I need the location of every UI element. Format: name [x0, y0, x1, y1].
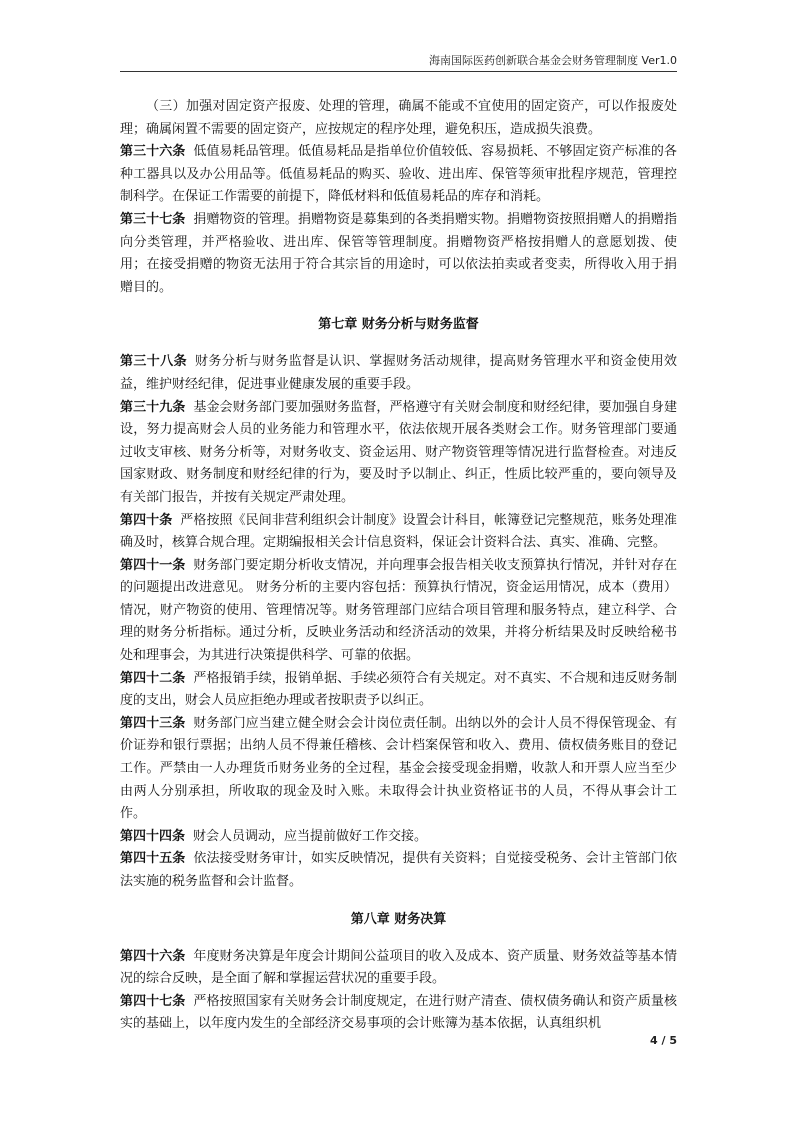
article-paragraph: [120, 826, 677, 849]
page-header: [120, 54, 677, 72]
article-paragraph: [120, 96, 677, 141]
article-paragraph: [120, 397, 677, 510]
article-number: 第四十四条: [120, 828, 186, 844]
article-text: 财务部门要定期分析收支情况，并向理事会报告相关收支预算执行情况，并针对存在的问题提出改进意见。 财务分析的主要内容包括：预算执行情况，资金运用情况，成本（费用）情况，财产物资的使用、管理情况等。财务管理部门应结合项目管理和服务特点，建立科学、合理的财务分析指标。通过分析，反映业务活动和经济活动的效果，并将分析结果及时反映给秘书处和理事会，为其进行决策提供科学、可靠的依据。: [120, 557, 677, 664]
article-paragraph: [120, 351, 677, 396]
article-text: 基金会财务部门要加强财务监督，严格遵守有关财会制度和财经纪律，要加强自身建设，努力提高财会人员的业务能力和管理水平，依法依规开展各类财会工作。财务管理部门要通过收支审核、财务分析等，对财务收支、资金运用、财产物资管理等情况进行监督检查。对违反国家财政、财务制度和财经纪律的行为，要及时予以制止、纠正，性质比较严重的，要向领导及有关部门报告，并按有关规定严肃处理。: [120, 399, 677, 505]
article-number: 第四十六条: [120, 948, 186, 964]
article-paragraph: [120, 848, 677, 893]
article-number: 第四十条: [120, 512, 173, 528]
article-text: （三）加强对固定资产报废、处理的管理，确属不能或不宜使用的固定资产，可以作报废处理；确属闲置不需要的固定资产，应按规定的程序处理，避免积压，造成损失浪费。: [120, 99, 677, 137]
article-text: 财务部门应当建立健全财会会计岗位责任制。出纳以外的会计人员不得保管现金、有价证券和银行票据；出纳人员不得兼任稽核、会计档案保管和收入、费用、债权债务账目的登记工作。严禁由一人办理货币财务业务的全过程，基金会接受现金捐赠，收款人和开票人应当至少由两人分别承担，所收取的现金及时入账。未取得会计执业资格证书的人员，不得从事会计工作。: [120, 715, 677, 822]
article-paragraph: [120, 946, 677, 991]
page-number: 4 / 5: [650, 1034, 677, 1047]
article-paragraph: [120, 510, 677, 555]
article-text: 严格按照国家有关财务会计制度规定，在进行财产清查、债权债务确认和资产质量核实的基础上，以年度内发生的全部经济交易事项的会计账簿为基本依据，认真组织机: [120, 993, 677, 1032]
article-text: 低值易耗品管理。低值易耗品是指单位价值较低、容易损耗、不够固定资产标准的各种工器具以及办公用品等。低值易耗品的购买、验收、进出库、保管等须审批程序规范，管理控制科学。在保证工作需要的前提下，降低材料和低值易耗品的库存和消耗。: [120, 144, 677, 205]
article-paragraph: [120, 713, 677, 826]
article-number: 第三十七条: [120, 211, 186, 227]
article-text: 财务分析与财务监督是认识、掌握财务活动规律，提高财务管理水平和资金使用效益，维护财经纪律，促进事业健康发展的重要手段。: [120, 354, 677, 392]
article-number: 第四十七条: [120, 993, 186, 1009]
article-paragraph: [120, 141, 677, 209]
document-body: [120, 96, 677, 1036]
article-paragraph: [120, 555, 677, 668]
article-number: 第三十六条: [120, 144, 186, 160]
article-paragraph: [120, 991, 677, 1036]
chapter-heading: 第八章 财务决算: [350, 911, 447, 927]
document-title: 海南国际医药创新联合基金会财务管理制度 Ver1.0: [429, 54, 677, 67]
article-paragraph: [120, 209, 677, 299]
article-text: 年度财务决算是年度会计期间公益项目的收入及成本、资产质量、财务效益等基本情况的综合反映，是全面了解和掌握运营状况的重要手段。: [120, 948, 677, 987]
article-number: 第三十八条: [120, 354, 187, 370]
article-text: 严格按照《民间非营利组织会计制度》设置会计科目，帐簿登记完整规范，账务处理准确及时，核算合规合理。定期编报相关会计信息资料，保证会计资料合法、真实、准确、完整。: [120, 512, 677, 551]
article-text: 严格报销手续，报销单据、手续必须符合有关规定。对不真实、不合规和违反财务制度的支出，财会人员应拒绝办理或者按职责予以纠正。: [120, 670, 677, 709]
article-number: 第四十三条: [120, 715, 186, 731]
article-number: 第三十九条: [120, 399, 186, 415]
article-text: 捐赠物资的管理。捐赠物资是募集到的各类捐赠实物。捐赠物资按照捐赠人的捐赠指向分类管理，并严格验收、进出库、保管等管理制度。捐赠物资严格按捐赠人的意愿划拨、使用；在接受捐赠的物资无法用于符合其宗旨的用途时，可以依法拍卖或者变卖，所得收入用于捐赠目的。: [120, 211, 677, 295]
article-number: 第四十五条: [120, 851, 186, 867]
chapter-heading: 第七章 财务分析与财务监督: [318, 317, 479, 333]
article-text: 依法接受财务审计，如实反映情况，提供有关资料；自觉接受税务、会计主管部门依法实施的税务监督和会计监督。: [120, 851, 677, 889]
article-number: 第四十二条: [120, 670, 186, 686]
article-number: 第四十一条: [120, 557, 186, 573]
article-paragraph: [120, 668, 677, 713]
article-text: 财会人员调动，应当提前做好工作交接。: [193, 828, 428, 844]
